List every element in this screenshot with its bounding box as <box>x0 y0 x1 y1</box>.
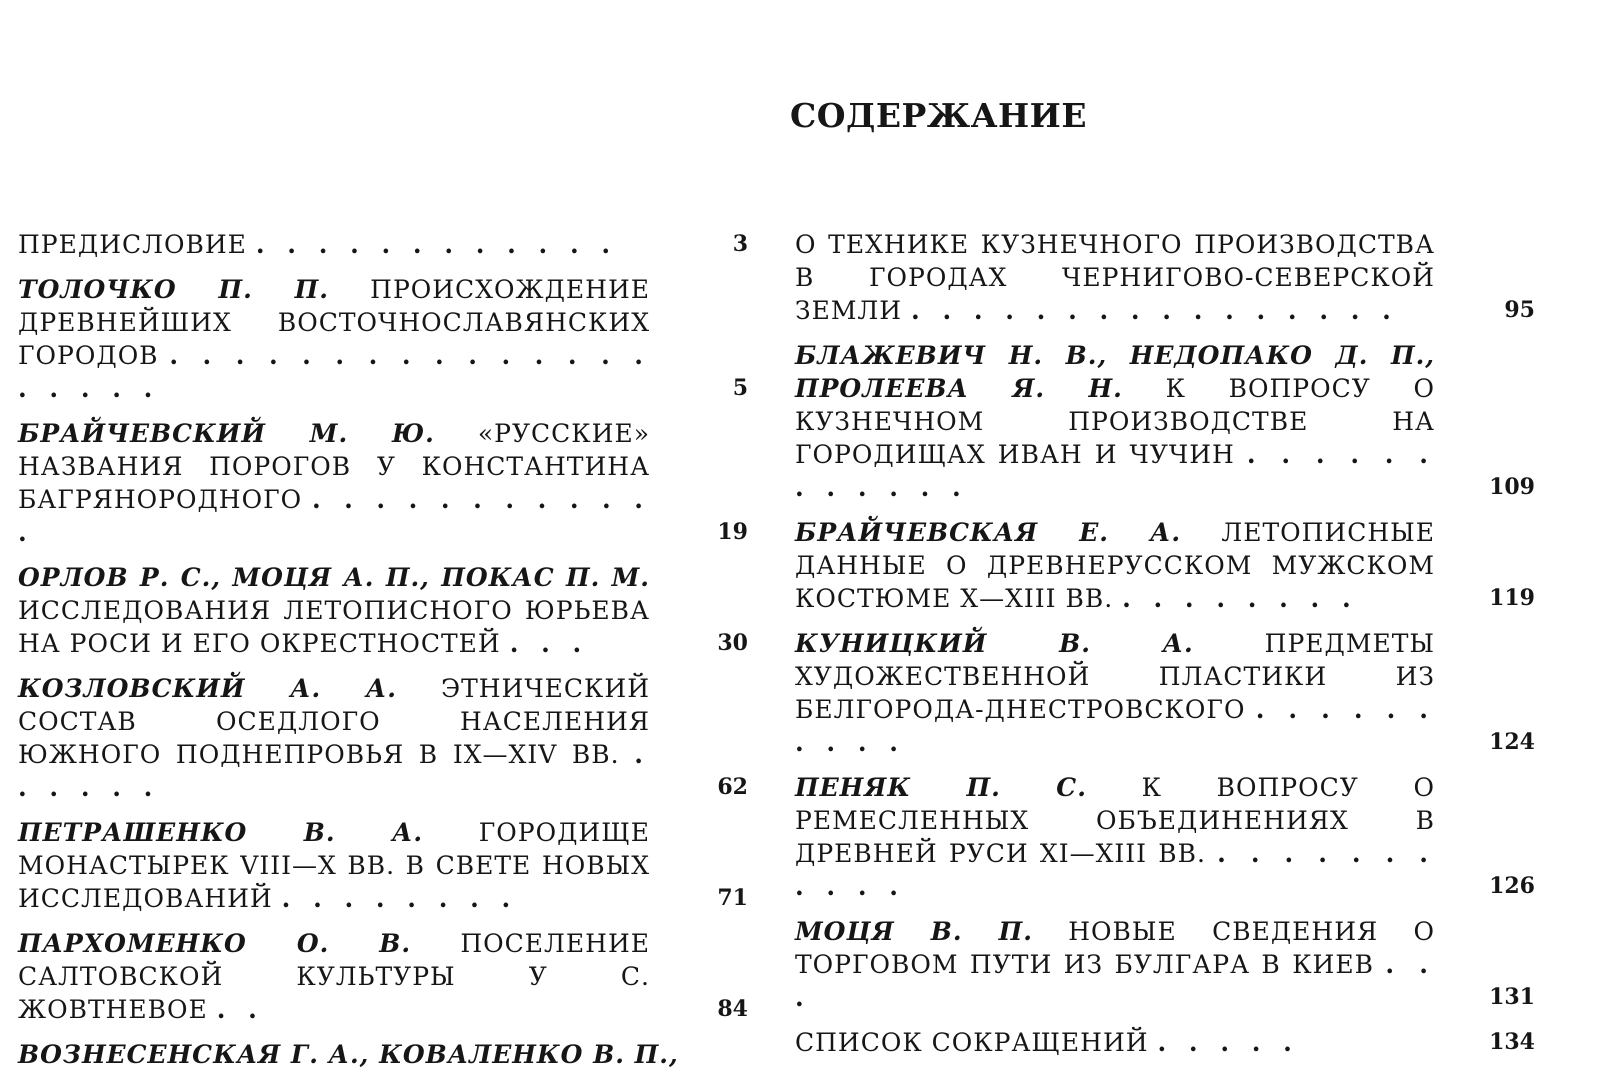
toc-author: КУНИЦКИЙ В. А. <box>795 629 1194 658</box>
toc-leader-dots: . . . . . . <box>18 740 650 802</box>
toc-page-number: 131 <box>1489 984 1535 1010</box>
toc-author: ОРЛОВ Р. С., МОЦЯ А. П., ПОКАС П. М. <box>18 563 650 592</box>
toc-entry[interactable] <box>18 273 748 405</box>
toc-leader-dots: . . . . . . . . . . . . <box>255 230 618 259</box>
toc-page-number: 71 <box>717 885 748 911</box>
toc-author: ПАРХОМЕНКО О. В. <box>18 929 412 958</box>
toc-entry[interactable] <box>795 516 1535 615</box>
toc-page-number: 124 <box>1489 729 1535 755</box>
toc-author: БРАЙЧЕВСКИЙ М. Ю. <box>18 419 435 448</box>
toc-right-column <box>795 228 1535 1071</box>
toc-author: ПЕТРАШЕНКО В. А. <box>18 818 424 847</box>
toc-entry-text <box>18 816 650 915</box>
toc-title: СПИСОК СОКРАЩЕНИЙ <box>795 1028 1149 1057</box>
toc-entry[interactable] <box>795 228 1535 327</box>
toc-entry[interactable] <box>18 672 748 804</box>
toc-entry[interactable] <box>795 771 1535 903</box>
toc-title: «РУССКИЕ» НАЗВАНИЯ ПОРОГОВ У КОНСТАНТИНА БАГРЯНОРОДНОГО <box>18 419 650 514</box>
page-title: СОДЕРЖАНИЕ <box>790 96 1088 135</box>
toc-leader-dots: . . <box>216 995 264 1024</box>
toc-entry[interactable] <box>18 561 748 660</box>
toc-page-number: 95 <box>1504 297 1535 323</box>
toc-entry-text <box>795 228 1435 327</box>
toc-title: ПРЕДИСЛОВИЕ <box>18 230 247 259</box>
toc-author: ТОЛОЧКО П. П. <box>18 275 330 304</box>
toc-entry[interactable] <box>795 915 1535 1014</box>
toc-entry-text <box>18 417 650 549</box>
toc-page-number: 3 <box>732 231 748 257</box>
toc-author: КОЗЛОВСКИЙ А. А. <box>18 674 397 703</box>
toc-author: БРАЙЧЕВСКАЯ Е. А. <box>795 518 1182 547</box>
toc-title: О ТЕХНИКЕ КУЗНЕЧНОГО ПРОИЗВОДСТВА В ГОРОДАХ ЧЕРНИГОВО-СЕВЕРСКОЙ ЗЕМЛИ <box>795 230 1435 325</box>
toc-title: ГОРОДИЩЕ МОНАСТЫРЕК VIII—X ВВ. В СВЕТЕ НОВЫХ ИССЛЕДОВАНИЙ <box>18 818 650 913</box>
toc-leader-dots: . . . . . . . . <box>281 884 518 913</box>
toc-author: МОЦЯ В. П. <box>795 917 1033 946</box>
toc-author: ВОЗНЕСЕНСКАЯ Г. А., КОВАЛЕНКО В. П., <box>18 1040 679 1069</box>
toc-entry-text <box>18 1038 679 1071</box>
toc-leader-dots: . . . <box>509 629 589 658</box>
toc-entry-text <box>18 228 650 261</box>
toc-page-number: 119 <box>1489 585 1535 611</box>
toc-page-number: 109 <box>1489 474 1535 500</box>
toc-entry[interactable] <box>18 417 748 549</box>
toc-author: БЛАЖЕВИЧ Н. В., НЕДОПАКО Д. П., ПРОЛЕЕВА Я. Н. <box>795 341 1435 403</box>
toc-author: ПЕНЯК П. С. <box>795 773 1087 802</box>
toc-title: ЭТНИЧЕСКИЙ СОСТАВ ОСЕДЛОГО НАСЕЛЕНИЯ ЮЖНОГО ПОДНЕПРОВЬЯ В IX—XIV ВВ. <box>18 674 650 769</box>
toc-leader-dots: . . . . . . . . . . . . <box>795 440 1435 502</box>
toc-entry-text <box>18 561 650 660</box>
toc-title: К ВОПРОСУ О РЕМЕСЛЕННЫХ ОБЪЕДИНЕНИЯХ В ДРЕВНЕЙ РУСИ XI—XIII ВВ. <box>795 773 1435 868</box>
toc-title: ИССЛЕДОВАНИЯ ЛЕТОПИСНОГО ЮРЬЕВА НА РОСИ И ЕГО ОКРЕСТНОСТЕЙ <box>18 596 650 658</box>
toc-leader-dots: . . . . . . . . . . . . . . . . <box>911 296 1398 325</box>
toc-title: НОВЫЕ СВЕДЕНИЯ О ТОРГОВОМ ПУТИ ИЗ БУЛГАРА В КИЕВ <box>795 917 1435 979</box>
toc-entry-text <box>795 771 1435 903</box>
toc-entry-text <box>795 627 1435 759</box>
toc-leader-dots: . . . . . . . . . . . . <box>18 485 650 547</box>
toc-entry-text <box>795 915 1435 1014</box>
toc-entry[interactable] <box>18 228 748 261</box>
toc-leader-dots: . . . . . . . . <box>1122 584 1358 613</box>
toc-leader-dots: . . . . . . . . . . . <box>795 839 1435 901</box>
toc-entry-text <box>795 1026 1435 1059</box>
toc-entry[interactable] <box>18 1038 748 1071</box>
toc-leader-dots: . . . . . . . . . . <box>795 695 1435 757</box>
toc-leader-dots: . . . . . <box>1157 1028 1299 1057</box>
toc-page-number: 126 <box>1489 873 1535 899</box>
toc-leader-dots: . . . . . . . . . . . . . . . . . . . . <box>18 341 651 403</box>
toc-title: ПРОИСХОЖДЕНИЕ ДРЕВНЕЙШИХ ВОСТОЧНОСЛАВЯНСКИХ ГОРОДОВ <box>18 275 650 370</box>
toc-left-column <box>18 228 748 1083</box>
toc-page-number: 19 <box>717 519 748 545</box>
toc-page-number: 5 <box>732 375 748 401</box>
toc-page-number: 30 <box>717 630 748 656</box>
toc-entry-text <box>18 672 650 804</box>
toc-entry[interactable] <box>795 339 1535 504</box>
toc-entry-text <box>18 273 650 405</box>
toc-entry[interactable] <box>795 627 1535 759</box>
toc-page-number: 62 <box>717 774 748 800</box>
toc-page-number: 84 <box>717 996 748 1022</box>
toc-entry[interactable] <box>18 816 748 915</box>
toc-title: ПОСЕЛЕНИЕ САЛТОВСКОЙ КУЛЬТУРЫ У С. ЖОВТНЕВОЕ <box>18 929 650 1024</box>
toc-entry-text <box>18 927 650 1026</box>
toc-title: К ВОПРОСУ О КУЗНЕЧНОМ ПРОИЗВОДСТВЕ НА ГОРОДИЩАХ ИВАН И ЧУЧИН <box>795 374 1436 469</box>
toc-page-number: 134 <box>1489 1029 1535 1055</box>
toc-entry[interactable] <box>18 927 748 1026</box>
toc-entry[interactable] <box>795 1026 1535 1059</box>
toc-title: ПРЕДМЕТЫ ХУДОЖЕСТВЕННОЙ ПЛАСТИКИ ИЗ БЕЛГОРОДА-ДНЕСТРОВСКОГО <box>795 629 1435 724</box>
toc-entry-text <box>795 516 1435 615</box>
toc-entry-text <box>795 339 1435 504</box>
toc-title: ЛЕТОПИСНЫЕ ДАННЫЕ О ДРЕВНЕРУССКОМ МУЖСКОМ КОСТЮМЕ X—XIII ВВ. <box>795 518 1435 613</box>
toc-leader-dots: . . . <box>795 950 1435 1012</box>
